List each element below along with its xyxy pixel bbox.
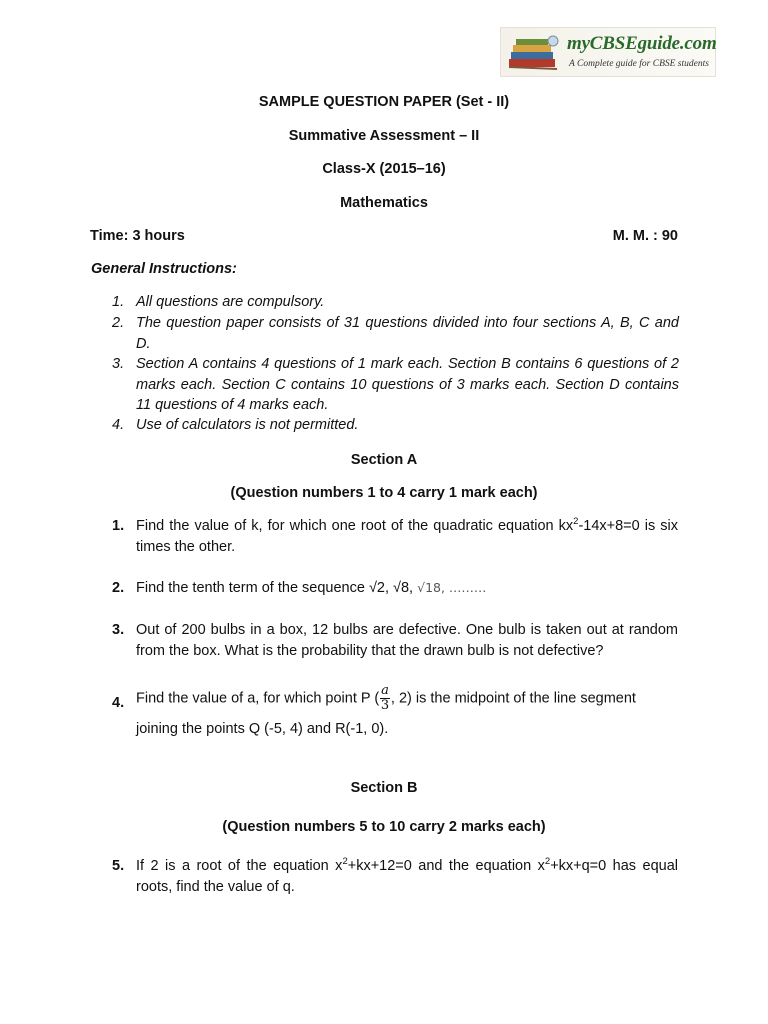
question-number: 5. [112, 858, 125, 874]
question-number: 4. [112, 695, 125, 711]
question-text: Find the value of a, for which point P ( $\frac{a}{3}$ , 2) is the midpoint of the line segment joining the points Q (-5, 4) and R(-1, 0). [136, 683, 636, 737]
instruction-number: 4. [112, 417, 125, 433]
logo-brand-text: myCBSEguide.com [567, 33, 717, 54]
instruction-item [112, 354, 679, 416]
question-4 [112, 684, 678, 740]
instruction-item [112, 415, 679, 436]
instruction-item [112, 313, 679, 354]
fraction-a-over-3: $\frac{a}{3}$ [380, 683, 390, 713]
question-text: Out of 200 bulbs in a box, 12 bulbs are defective. One bulb is taken out at random from the box. What is the probability that the drawn bulb is not defective? [136, 622, 678, 659]
instruction-item [112, 292, 679, 313]
question-1 [112, 516, 678, 557]
instruction-text: Use of calculators is not permitted. [136, 417, 359, 433]
section-b-title: Section B [350, 780, 418, 796]
assessment-title: Summative Assessment – II [288, 128, 480, 144]
logo-tagline: A Complete guide for CBSE students [569, 59, 709, 69]
instruction-text: The question paper consists of 31 questions divided into four sections A, B, C and D. [136, 315, 679, 352]
time-marks-row [90, 227, 678, 245]
question-number: 3. [112, 622, 125, 638]
class-title: Class-X (2015–16) [322, 161, 446, 177]
question-2 [112, 578, 678, 599]
instructions-heading: General Instructions: [91, 261, 237, 277]
question-text: Find the tenth term of the sequence √2, √8, √18, ……… [136, 580, 487, 596]
section-a-title: Section A [350, 452, 418, 468]
brand-logo [500, 27, 716, 77]
section-a-subtitle: (Question numbers 1 to 4 carry 1 mark each) [230, 485, 538, 501]
subject-title: Mathematics [340, 195, 428, 211]
question-number: 1. [112, 518, 125, 534]
question-number: 2. [112, 580, 125, 596]
instruction-text: Section A contains 4 questions of 1 mark each. Section B contains 6 questions of 2 marks each. Section C contains 10 questions of 3 marks each. Section D contains 11 questions of 4 marks each. [136, 356, 679, 414]
instruction-number: 2. [112, 315, 125, 331]
instruction-number: 1. [112, 294, 125, 310]
books-icon [505, 33, 563, 73]
question-text: Find the value of k, for which one root of the quadratic equation $kx^2-14x+8=0$ is six times the other. [136, 516, 678, 555]
section-b-subtitle: (Question numbers 5 to 10 carry 2 marks each) [222, 819, 546, 835]
instruction-number: 3. [112, 356, 125, 372]
question-5 [112, 856, 678, 897]
paper-title: SAMPLE QUESTION PAPER (Set - II) [258, 94, 510, 110]
time-label: Time: 3 hours [90, 228, 185, 244]
instruction-text: All questions are compulsory. [136, 294, 325, 310]
question-text: If 2 is a root of the equation $x^2+kx+12=0$ and the equation $x^2+kx+q=0$ has equal roots, find the value of q. [136, 856, 678, 895]
question-3 [112, 620, 678, 661]
max-marks-label: M. M. : 90 [612, 228, 678, 244]
